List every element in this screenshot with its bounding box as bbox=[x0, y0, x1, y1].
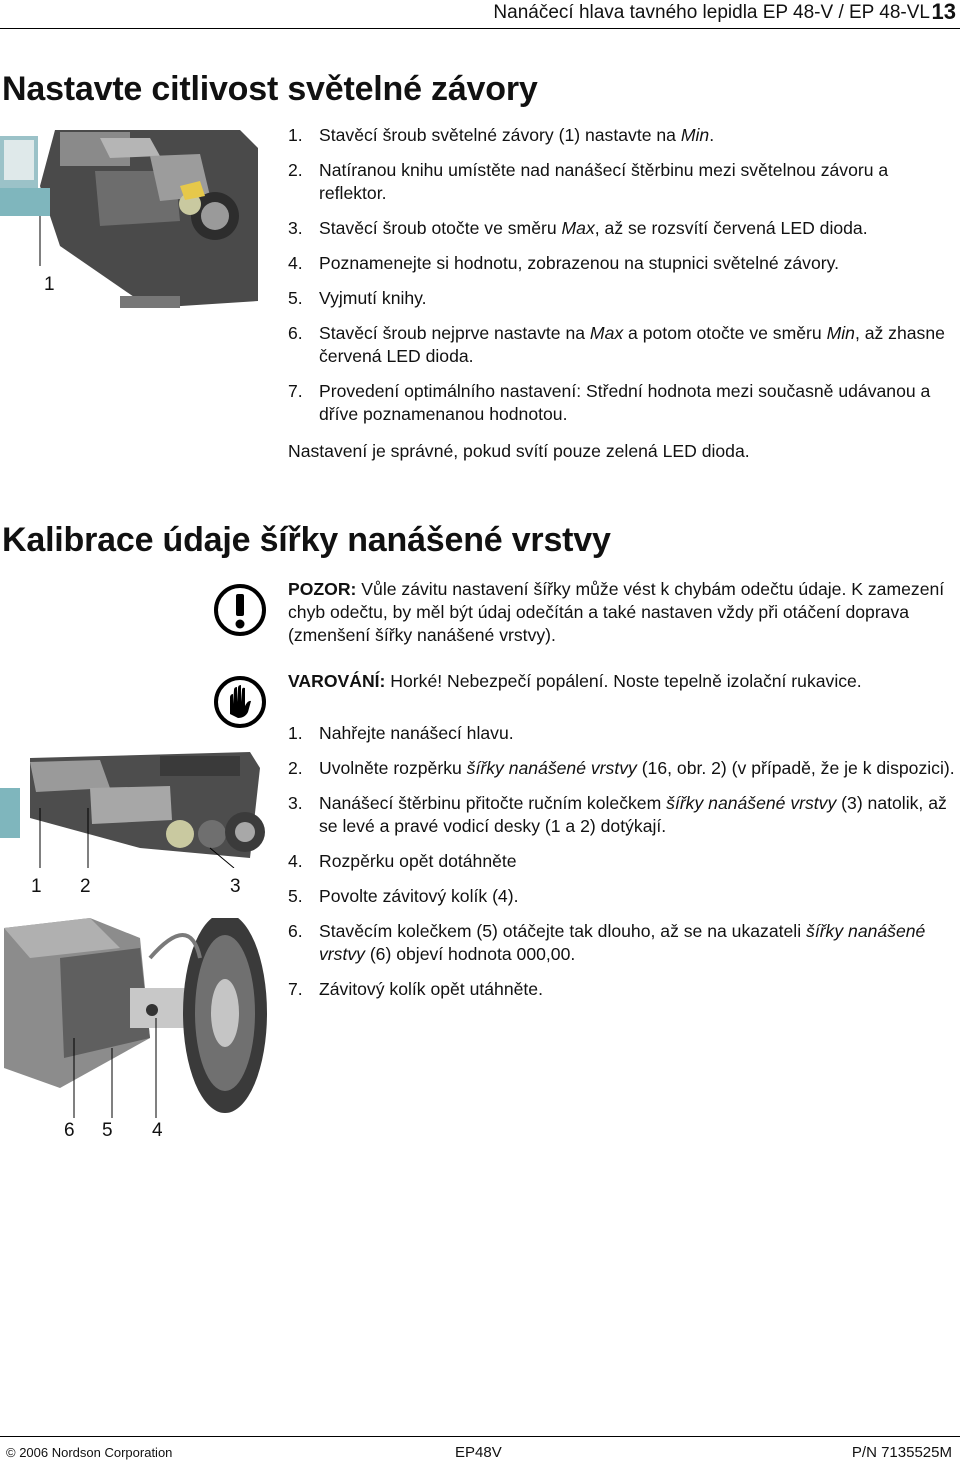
step-text: (6) objeví hodnota 000,00. bbox=[364, 944, 576, 964]
step-text: (16, obr. 2) (v případě, že je k dispozici). bbox=[636, 758, 955, 778]
running-header: Nanáčecí hlava tavného lepidla EP 48-V / EP 48-VL bbox=[493, 2, 930, 23]
warning-note bbox=[288, 670, 953, 693]
step-text: Stavěcí šroub světelné závory (1) nastavte na bbox=[319, 125, 681, 145]
step-text: Stavěcí šroub otočte ve směru bbox=[319, 218, 562, 238]
step-text: a potom otočte ve směru bbox=[623, 323, 827, 343]
step-text: . bbox=[709, 125, 715, 145]
page-number: 13 bbox=[931, 0, 956, 24]
gloves-icon bbox=[212, 674, 268, 735]
section-title-calibration: Kalibrace údaje šířky nanášené vrstvy bbox=[2, 521, 611, 559]
step-text: Uvolněte rozpěrku bbox=[319, 758, 467, 778]
footer-rule bbox=[0, 1436, 960, 1437]
step-text: Vyjmutí knihy. bbox=[319, 288, 427, 308]
figure-callout-4: 4 bbox=[152, 1120, 163, 1141]
machine-illustration-3 bbox=[0, 918, 272, 1118]
step-text: Stavěcí šroub nejprve nastavte na bbox=[319, 323, 590, 343]
step-text: , až zhasne červená LED dioda. bbox=[319, 323, 945, 366]
caution-label: POZOR: bbox=[288, 579, 357, 599]
step-text-emphasis: šířky nanášené vrstvy bbox=[319, 921, 926, 964]
step-text: Provedení optimálního nastavení: Střední hodnota mezi současně udávanou a dříve poznamenanou hodnotou. bbox=[319, 381, 931, 424]
step-item bbox=[288, 722, 958, 745]
step-text: Závitový kolík opět utáhněte. bbox=[319, 979, 543, 999]
step-number: 5. bbox=[288, 886, 303, 906]
step-item bbox=[288, 287, 958, 310]
step-text-emphasis: Min bbox=[680, 125, 710, 145]
machine-illustration-2 bbox=[0, 748, 270, 868]
caution-exclamation-icon bbox=[212, 582, 268, 643]
step-text: (3) natolik, až se levé a pravé vodicí desky (1 a 2) dotýkají. bbox=[319, 793, 947, 836]
warning-label: VAROVÁNÍ: bbox=[288, 671, 386, 691]
step-number: 5. bbox=[288, 288, 303, 308]
caution-note bbox=[288, 578, 953, 647]
step-item bbox=[288, 757, 958, 780]
warning-text: Horké! Nebezpečí popálení. Noste tepelně izolační rukavice. bbox=[385, 671, 862, 691]
step-text: Natíranou knihu umístěte nad nanášecí štěrbinu mezi světelnou závoru a reflektor. bbox=[319, 160, 889, 203]
step-number: 6. bbox=[288, 921, 303, 941]
step-text-emphasis: Max bbox=[561, 218, 595, 238]
step-item bbox=[288, 124, 958, 147]
step-text: Poznamenejte si hodnotu, zobrazenou na stupnici světelné závory. bbox=[319, 253, 839, 273]
machine-illustration-1 bbox=[0, 126, 262, 316]
step-item bbox=[288, 792, 958, 838]
step-text-emphasis: Max bbox=[589, 323, 624, 343]
step-number: 7. bbox=[288, 979, 303, 999]
step-text: Povolte závitový kolík (4). bbox=[319, 886, 519, 906]
step-item bbox=[288, 850, 958, 873]
step-number: 3. bbox=[288, 218, 303, 238]
step-text-emphasis: šířky nanášené vrstvy bbox=[666, 793, 837, 813]
figure-light-barrier-head bbox=[0, 126, 262, 316]
step-text-emphasis: Min bbox=[826, 323, 855, 343]
figure-callout-1: 1 bbox=[44, 274, 55, 295]
step-item bbox=[288, 978, 958, 1001]
figure-handwheel-closeup bbox=[0, 918, 272, 1118]
step-item bbox=[288, 380, 958, 426]
step-text: Stavěcím kolečkem (5) otáčejte tak dlouho, až se na ukazateli bbox=[319, 921, 807, 941]
step-item bbox=[288, 920, 958, 966]
figure-callout-1: 1 bbox=[31, 876, 42, 897]
step-number: 6. bbox=[288, 323, 303, 343]
step-number: 2. bbox=[288, 160, 303, 180]
header-rule bbox=[0, 28, 960, 29]
step-item bbox=[288, 217, 958, 240]
caution-text: Vůle závitu nastavení šířky může vést k chybám odečtu údaje. K zamezení chyb odečtu, by měl být údaj odečítán a také nastaven vždy při otáčení doprava (zmenšení šířky nanášené vrstvy). bbox=[288, 579, 945, 645]
step-text-emphasis: šířky nanášené vrstvy bbox=[466, 758, 637, 778]
step-item bbox=[288, 159, 958, 205]
step-text: , až se rozsvítí červená LED dioda. bbox=[594, 218, 868, 238]
step-item bbox=[288, 885, 958, 908]
calibration-steps bbox=[288, 722, 958, 1013]
step-text: Nanášecí štěrbinu přitočte ručním kolečkem bbox=[319, 793, 667, 813]
light-barrier-steps bbox=[288, 124, 958, 438]
step-number: 1. bbox=[288, 125, 303, 145]
footer-copyright: © 2006 Nordson Corporation bbox=[6, 1445, 173, 1460]
step-number: 4. bbox=[288, 851, 303, 871]
step-item bbox=[288, 252, 958, 275]
figure-callout-2: 2 bbox=[80, 876, 91, 897]
step-number: 7. bbox=[288, 381, 303, 401]
step-number: 4. bbox=[288, 253, 303, 273]
step-number: 2. bbox=[288, 758, 303, 778]
figure-callout-5: 5 bbox=[102, 1120, 113, 1141]
step-text: Rozpěrku opět dotáhněte bbox=[319, 851, 517, 871]
figure-callout-6: 6 bbox=[64, 1120, 75, 1141]
light-barrier-closing-note: Nastavení je správné, pokud svítí pouze zelená LED dioda. bbox=[288, 441, 750, 461]
step-item bbox=[288, 322, 958, 368]
step-number: 3. bbox=[288, 793, 303, 813]
figure-callout-3: 3 bbox=[230, 876, 241, 897]
footer-model: EP48V bbox=[455, 1444, 502, 1461]
section-title-light-barrier: Nastavte citlivost světelné závory bbox=[2, 70, 538, 108]
step-number: 1. bbox=[288, 723, 303, 743]
figure-width-adjustment bbox=[0, 748, 270, 868]
step-text: Nahřejte nanášecí hlavu. bbox=[319, 723, 514, 743]
footer-part-number: P/N 7135525M bbox=[851, 1444, 952, 1461]
